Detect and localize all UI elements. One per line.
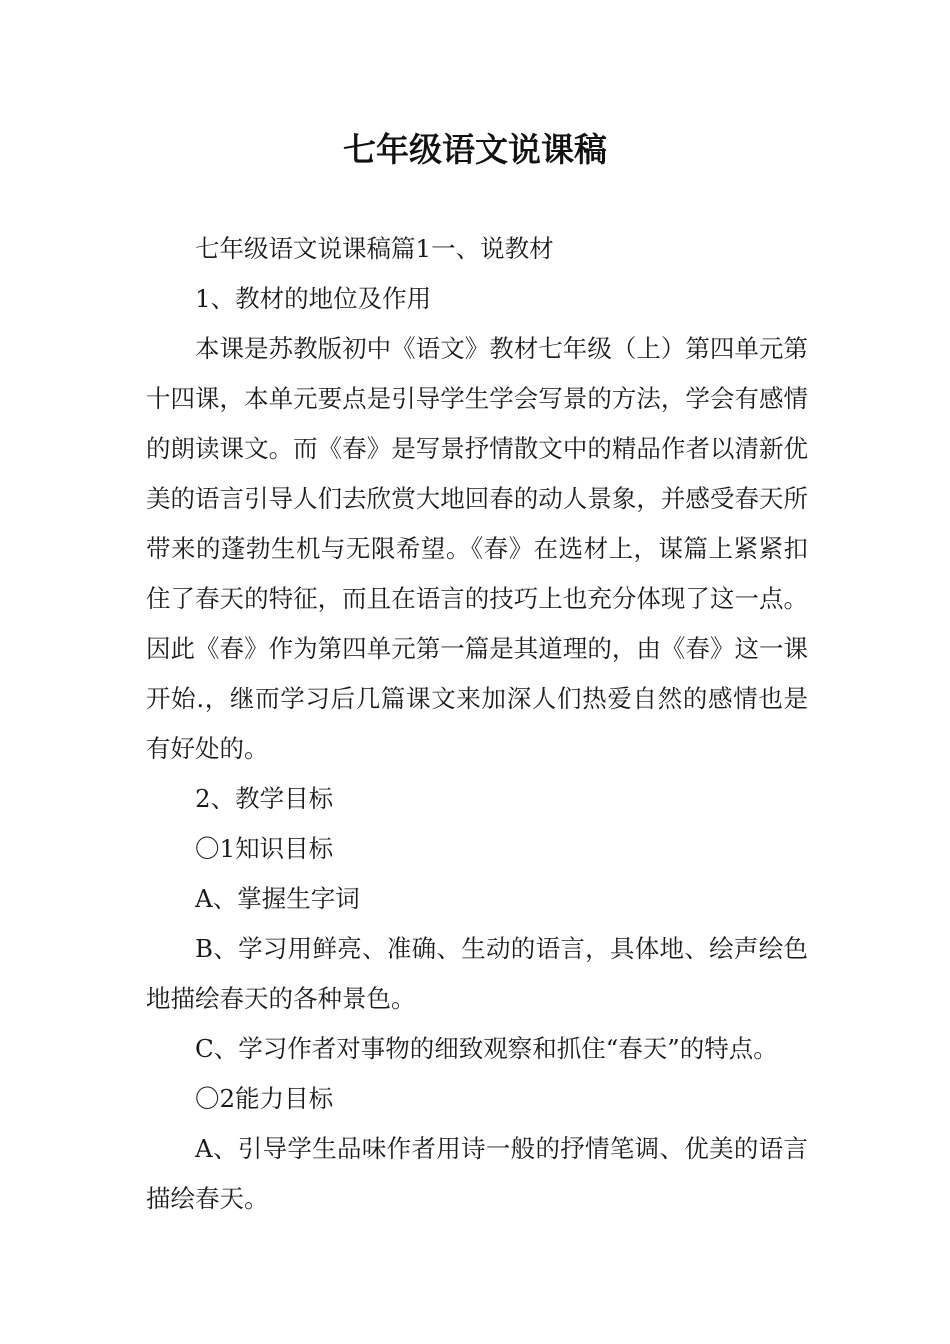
paragraph-goal-c: C、学习作者对事物的细致观察和抓住“春天”的特点。 bbox=[195, 1034, 778, 1063]
paragraph-material-description: 本课是苏教版初中《语文》教材七年级（上）第四单元第十四课，本单元要点是引导学生学会写景的方法，学会有感情的朗读课文。而《春》是写景抒情散文中的精品作者以清新优美的语言引导人们去欣赏大地回春的动人景象，并感受春天所带来的蓬勃生机与无限希望。《春》在选材上，谋篇上紧紧扣住了春天的特征，而且在语言的技巧上也充分体现了这一点。因此《春》作为第四单元第一篇是其道理的，由《春》这一课开始.，继而学习后几篇课文来加深人们热爱自然的感情也是有好处的。 bbox=[146, 334, 808, 763]
paragraph-ability-goal-a: A、引导学生品味作者用诗一般的抒情笔调、优美的语言描绘春天。 bbox=[146, 1134, 808, 1213]
paragraph-section-2-heading: 2、教学目标 bbox=[195, 784, 334, 813]
paragraph-section-1-heading: 1、教材的地位及作用 bbox=[195, 284, 432, 313]
paragraph-ability-goals-heading: 〇2能力目标 bbox=[195, 1084, 334, 1113]
paragraph-goal-b: B、学习用鲜亮、准确、生动的语言，具体地、绘声绘色地描绘春天的各种景色。 bbox=[146, 934, 808, 1013]
document-title: 七年级语文说课稿 bbox=[343, 130, 607, 169]
paragraph-goal-a: A、掌握生字词 bbox=[195, 884, 360, 913]
paragraph-intro-heading: 七年级语文说课稿篇1一、说教材 bbox=[195, 234, 554, 263]
document-body bbox=[146, 224, 808, 1224]
paragraph-knowledge-goals-heading: 〇1知识目标 bbox=[195, 834, 334, 863]
